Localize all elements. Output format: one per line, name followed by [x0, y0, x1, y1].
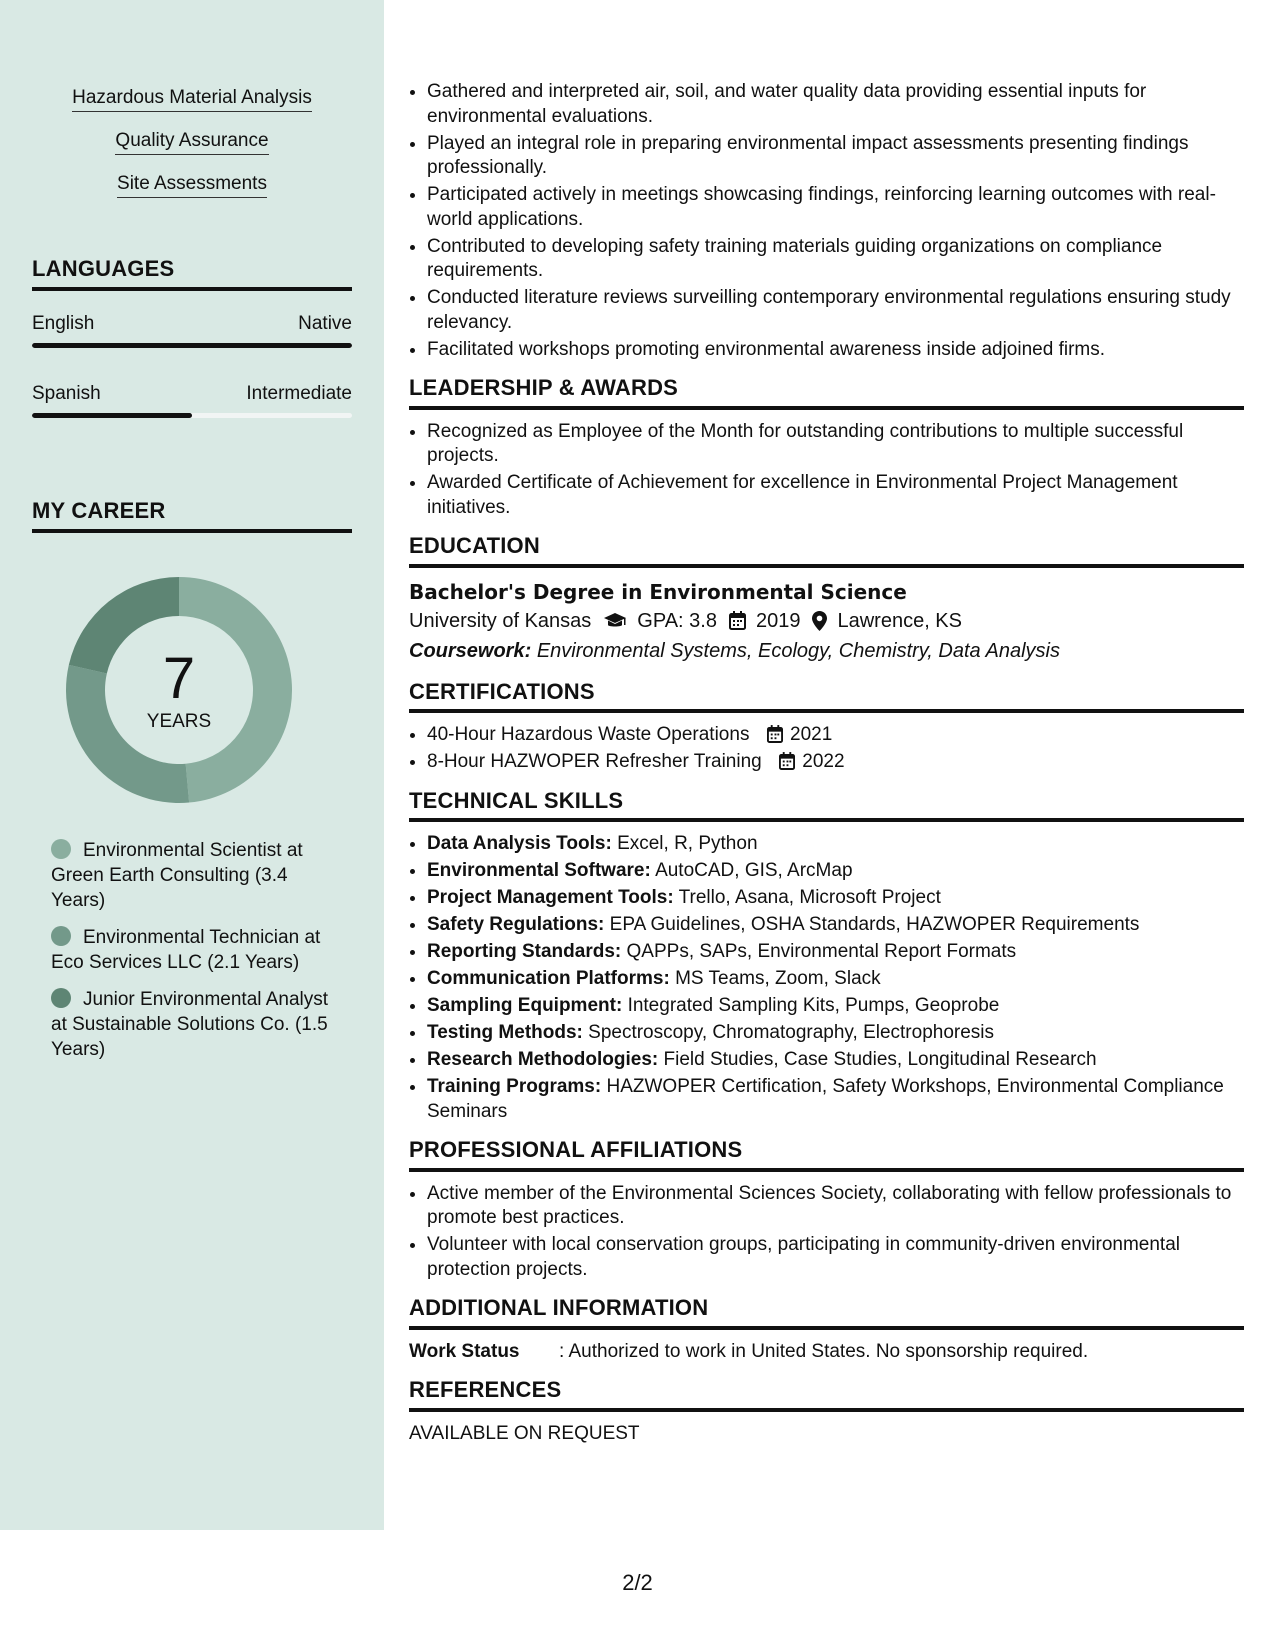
certification-item [427, 750, 1244, 775]
language-name: Spanish [32, 383, 101, 404]
work-status-row [409, 1340, 1244, 1365]
main-content [409, 80, 1244, 1446]
degree-title: Bachelor's Degree in Environmental Science [409, 579, 907, 604]
career-item-text: Environmental Scientist at Green Earth Consulting (3.4 Years) [51, 840, 303, 911]
school-name: University of Kansas [409, 609, 592, 632]
references-heading: REFERENCES [409, 1378, 1244, 1412]
skill-value: Field Studies, Case Studies, Longitudinal Research [663, 1049, 1097, 1070]
skill-value: Integrated Sampling Kits, Pumps, Geoprobe [627, 995, 1000, 1016]
language-bar [32, 343, 352, 348]
skill-item [427, 1048, 1244, 1073]
leadership-heading: LEADERSHIP & AWARDS [409, 376, 1244, 410]
skill-item [427, 967, 1244, 992]
page-number: 2/2 [622, 1570, 653, 1595]
skill-label: Testing Methods: [427, 1022, 583, 1043]
skill-label: Project Management Tools: [427, 887, 674, 908]
skill-value: MS Teams, Zoom, Slack [675, 968, 881, 989]
skill-label: Communication Platforms: [427, 968, 670, 989]
list-item: • Conducted literature reviews surveilling contemporary environmental regulations ensuring study relevancy. [427, 286, 1244, 335]
list-item: • Volunteer with local conservation groups, participating in community-driven environmental protection projects. [427, 1233, 1244, 1282]
career-years-label: YEARS [146, 711, 212, 732]
graduation-cap-icon [603, 612, 627, 630]
additional-info-heading: ADDITIONAL INFORMATION [409, 1296, 1244, 1330]
skill-label: Reporting Standards: [427, 941, 622, 962]
sidebar [0, 0, 384, 1530]
skill-item [427, 886, 1244, 911]
experience-bullets [409, 80, 1244, 362]
skill-label: Training Programs: [427, 1076, 602, 1097]
career-item [51, 987, 331, 1062]
list-item: • Facilitated workshops promoting environmental awareness inside adjoined firms. [427, 338, 1244, 363]
skill-value: QAPPs, SAPs, Environmental Report Formats [626, 941, 1017, 962]
certification-year: 2022 [802, 751, 845, 772]
certifications-list [409, 723, 1244, 775]
skill-tag: Site Assessments [117, 172, 267, 198]
language-row [32, 383, 352, 405]
skill-value: Spectroscopy, Chromatography, Electrophoresis [588, 1022, 995, 1043]
technical-skills-heading: TECHNICAL SKILLS [409, 789, 1244, 823]
skill-item [427, 859, 1244, 884]
certification-name: 40-Hour Hazardous Waste Operations [427, 724, 750, 745]
coursework-label: Coursework: [409, 639, 532, 662]
skill-value: EPA Guidelines, OSHA Standards, HAZWOPER Requirements [609, 914, 1140, 935]
skill-label: Environmental Software: [427, 860, 651, 881]
certification-item [427, 723, 1244, 748]
graduation-year: 2019 [755, 609, 801, 632]
skill-label: Data Analysis Tools: [427, 833, 612, 854]
coursework-text: Environmental Systems, Ecology, Chemistry, Data Analysis [536, 639, 1060, 662]
career-item-text: Environmental Technician at Eco Services LLC (2.1 Years) [51, 927, 321, 973]
references-text: AVAILABLE ON REQUEST [409, 1422, 640, 1444]
calendar-icon [729, 611, 746, 630]
certification-year: 2021 [790, 724, 833, 745]
work-status-label: Work Status [409, 1340, 520, 1362]
list-item: • Gathered and interpreted air, soil, and water quality data providing essential inputs for environmental evaluations. [427, 80, 1244, 129]
certifications-heading: CERTIFICATIONS [409, 680, 1244, 714]
languages-heading: LANGUAGES [32, 256, 352, 291]
career-total-years: 7 [162, 646, 196, 711]
gpa: GPA: 3.8 [637, 609, 717, 632]
coursework [409, 636, 1244, 666]
career-item [51, 838, 331, 913]
skill-value: HAZWOPER Certification, Safety Workshops, Environmental Compliance Seminars [427, 1076, 1224, 1122]
career-item [51, 925, 331, 975]
language-level: Native [298, 313, 352, 334]
affiliations-list [409, 1182, 1244, 1283]
list-item: • Awarded Certificate of Achievement for excellence in Environmental Project Management initiatives. [427, 471, 1244, 520]
education-details [409, 606, 1244, 636]
language-row [32, 313, 352, 335]
language-level: Intermediate [246, 383, 352, 404]
work-status-value: : Authorized to work in United States. No sponsorship required. [559, 1340, 1089, 1362]
school-location: Lawrence, KS [837, 609, 962, 632]
affiliations-heading: PROFESSIONAL AFFILIATIONS [409, 1138, 1244, 1172]
list-item: • Active member of the Environmental Sciences Society, collaborating with fellow professionals to promote best practices. [427, 1182, 1244, 1231]
skill-item [427, 994, 1244, 1019]
list-item: • Played an integral role in preparing environmental impact assessments presenting findings professionally. [427, 132, 1244, 181]
career-legend [51, 838, 331, 1074]
skill-value: AutoCAD, GIS, ArcMap [655, 860, 853, 881]
skill-value: Excel, R, Python [617, 833, 758, 854]
legend-dot [51, 926, 71, 946]
career-heading: MY CAREER [32, 498, 352, 533]
skill-item [427, 913, 1244, 938]
skills-list [0, 86, 384, 215]
language-bar [32, 413, 352, 418]
skill-item [427, 1021, 1244, 1046]
language-name: English [32, 313, 95, 334]
language-bar-fill [32, 343, 352, 348]
legend-dot [51, 988, 71, 1008]
legend-dot [51, 839, 71, 859]
certification-name: 8-Hour HAZWOPER Refresher Training [427, 751, 762, 772]
skill-item [427, 832, 1244, 857]
skill-tag: Hazardous Material Analysis [72, 86, 312, 112]
location-pin-icon [812, 611, 827, 631]
skill-label: Research Methodologies: [427, 1049, 659, 1070]
calendar-icon [767, 725, 783, 743]
language-bar-fill [32, 413, 192, 418]
calendar-icon [779, 752, 795, 770]
list-item: • Contributed to developing safety training materials guiding organizations on compliance requirements. [427, 235, 1244, 284]
skill-tag: Quality Assurance [115, 129, 268, 155]
career-item-text: Junior Environmental Analyst at Sustainable Solutions Co. (1.5 Years) [51, 989, 329, 1060]
skill-label: Safety Regulations: [427, 914, 605, 935]
technical-skills-list [409, 832, 1244, 1124]
leadership-list [409, 420, 1244, 521]
skill-item [427, 940, 1244, 965]
skill-item [427, 1075, 1244, 1124]
career-donut-center [66, 577, 292, 803]
education-heading: EDUCATION [409, 534, 1244, 568]
skill-value: Trello, Asana, Microsoft Project [678, 887, 941, 908]
list-item: • Participated actively in meetings showcasing findings, reinforcing learning outcomes with real-world applications. [427, 183, 1244, 232]
skill-label: Sampling Equipment: [427, 995, 623, 1016]
list-item: • Recognized as Employee of the Month for outstanding contributions to multiple successful projects. [427, 420, 1244, 469]
